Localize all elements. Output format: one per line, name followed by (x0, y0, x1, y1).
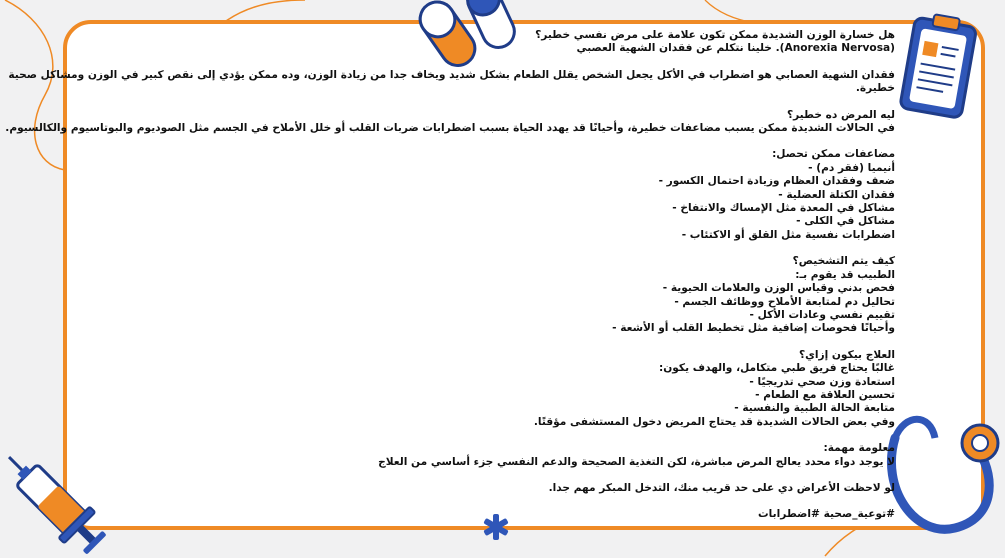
definition-text-end: خطيرة. (855, 82, 895, 95)
important-text: لا يوجد دواء محدد يعالج المرض مباشرة، لكن التغذية الصحيحة والدعم النفسي جزء أساسي من العلاج (378, 455, 895, 468)
list-item: متابعة الحالة الطبية والنفسية - (734, 402, 895, 415)
danger-heading: ليه المرض ده خطير؟ (786, 108, 895, 121)
medical-clipboard-icon (895, 12, 985, 127)
diagnosis-subheading: الطبيب قد يقوم بـ: (795, 268, 895, 281)
danger-text: في الحالات الشديدة ممكن يسبب مضاعفات خطيرة، وأحيانًا قد يهدد الحياة بسبب اضطرابات ضربات القلب أو خلل الأملاح في الجسم مثل الصوديوم والبوتاسيوم والكالسيوم. (5, 122, 895, 135)
post-text (5, 29, 895, 522)
treatment-heading: العلاج بيكون إزاي؟ (798, 348, 895, 361)
list-item: فقدان الكتلة العضلية - (778, 188, 895, 201)
definition-text: فقدان الشهية العصابي هو اضطراب في الأكل يجعل الشخص يقلل الطعام بشكل شديد ويخاف جدا من زيادة الوزن، وده ممكن يؤدي إلى نقص كبير في الوزن ومشاكل صحية (8, 68, 895, 81)
hashtags: #توعية_صحية #اضطرابات (758, 508, 895, 521)
syringe-icon (0, 436, 110, 556)
list-item: مشاكل في المعدة مثل الإمساك والانتفاخ - (672, 202, 895, 215)
list-item: تقييم نفسي وعادات الأكل - (749, 308, 895, 321)
complications-heading: مضاعفات ممكن تحصل: (772, 148, 895, 161)
diagnosis-heading: كيف يتم التشخيص؟ (792, 255, 895, 268)
list-item: تحسين العلاقة مع الطعام - (755, 388, 895, 401)
list-item: فحص بدني وقياس الوزن والعلامات الحيوية - (662, 282, 895, 295)
list-item: وأحيانًا فحوصات إضافية مثل تخطيط القلب أو الأشعة - (612, 322, 895, 335)
treatment-note: وفي بعض الحالات الشديدة قد يحتاج المريض دخول المستشفى مؤقتًا. (533, 415, 895, 428)
list-item: أنيميا (فقر دم) - (808, 161, 895, 174)
list-item: استعادة وزن صحي تدريجيًا - (749, 375, 895, 388)
list-item: ضعف وفقدان العظام وزيادة احتمال الكسور - (658, 175, 895, 188)
intro-topic: (Anorexia Nervosa). خلينا نتكلم عن فقدان الشهية العصبي (576, 42, 895, 55)
treatment-subheading: غالبًا يحتاج فريق طبي متكامل، والهدف يكون: (659, 362, 895, 375)
list-item: تحاليل دم لمتابعة الأملاح ووظائف الجسم - (674, 295, 895, 308)
list-item: مشاكل في الكلى - (796, 215, 895, 228)
list-item: اضطرابات نفسية مثل القلق أو الاكتئاب - (681, 228, 895, 241)
important-heading: معلومة مهمة: (823, 442, 895, 455)
closing-text: لو لاحظت الأعراض دي على حد قريب منك، التدخل المبكر مهم جدا. (548, 481, 895, 494)
stethoscope-icon (885, 398, 1005, 558)
intro-question: هل خسارة الوزن الشديدة ممكن تكون علامة على مرض نفسي خطير؟ (535, 29, 895, 41)
